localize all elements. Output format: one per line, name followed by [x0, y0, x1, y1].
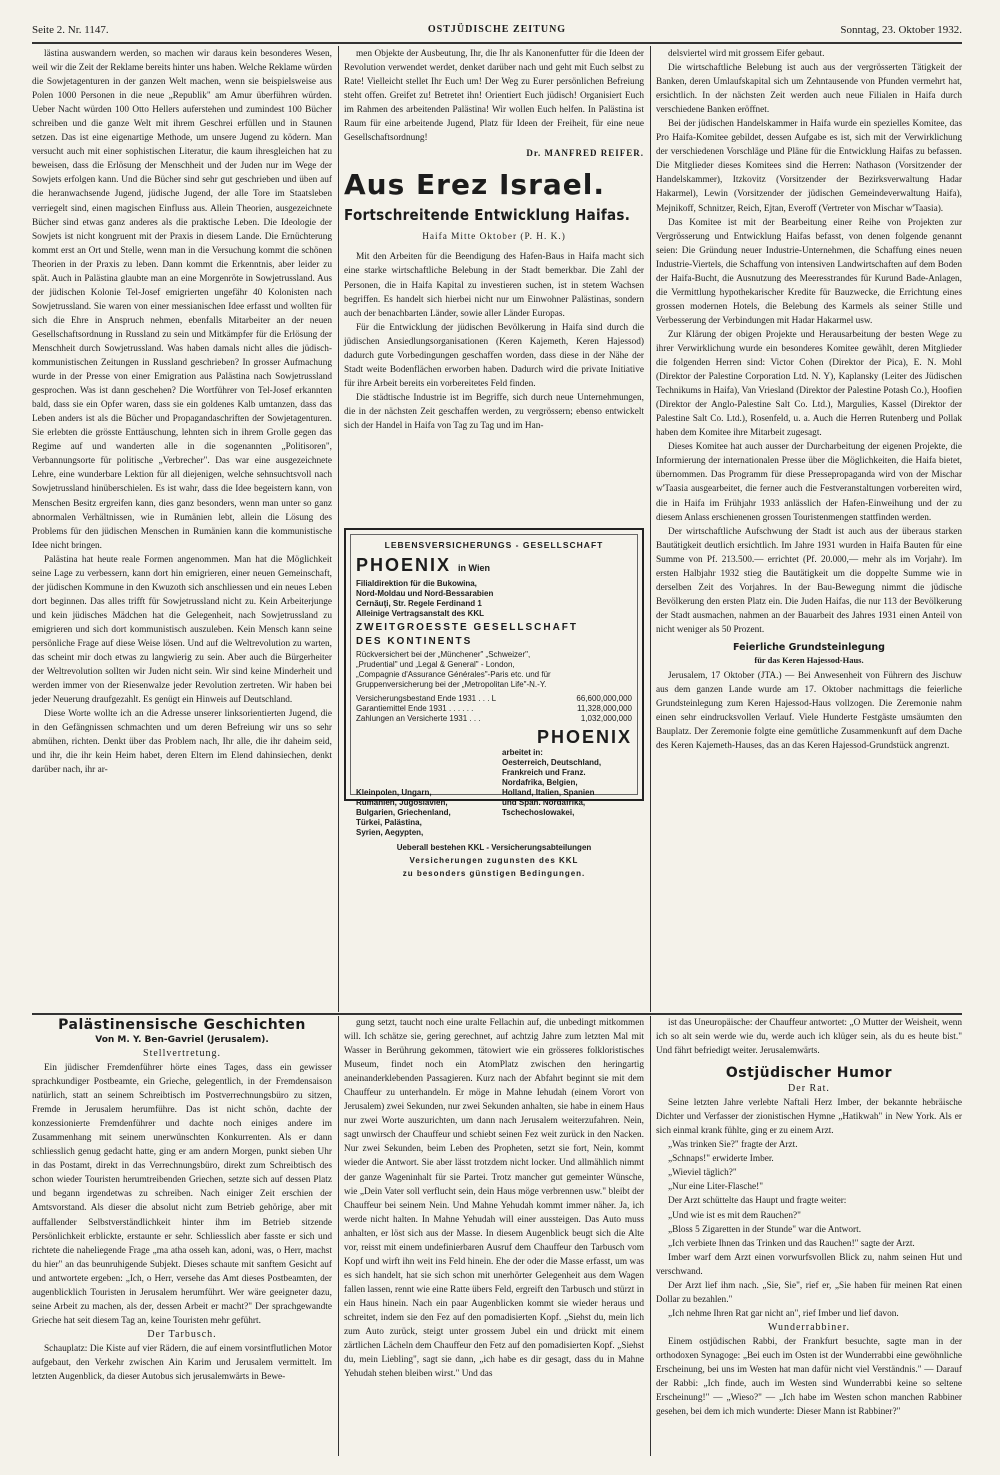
paragraph: Der Arzt lief ihm nach. „Sie, Sie", rief er, „Sie haben für meinen Rat einen Dollar zu bezahlen." [656, 1280, 962, 1305]
ad-figure-value: 11,328,000,000 [576, 704, 632, 713]
ad-branch: Alleinige Vertragsanstalt des KKL [356, 609, 485, 618]
paragraph: men Objekte der Ausbeutung, Ihr, die Ihr als Kanonenfutter für die Ideen der Revolution verwendet werdet, denket darüber nach und geht mit Euch selbst zu Rate! Vielleicht stellet Ihr Euch um! Der Weg zu Eurer persönlichen Befreiung steht offen. Greifet zu! Betretet ihn! Orientiert Euch jüdisch! Organisiert Euch im Rahmen des arbeitenden Palästina! Wir wollen Euch helfen. In Palästina ist Raum für eine arbeitende Jugend, Platz für Ideen der Freiheit, für eine neue Gesellschaftsordnung! [344, 49, 644, 144]
paragraph: „Was trinken Sie?" fragte der Arzt. [668, 1140, 798, 1151]
ad-figure-value: 1,032,000,000 [580, 714, 632, 723]
paragraph: Zur Klärung der obigen Projekte und Herausarbeitung der besten Wege zu ihrer Verwirklichung wurde ein besonderes Komitee gewählt, deren Mitglieder die folgenden Herren sind: Victor Cohen (Direktor der Pica), E. N. Mohl (Direktor der Palestine Corporation Ltd. N. Y), Kaplansky (Leiter des Jüdischen Technikums in Haifa), Van Vriesland (Direktor der Palestine Potash Co.), Hoofien (Direktor der Anglo-Palestine Salt Co. Ltd.), Margulies, Kassel (Direktor der Palestine Salt Co. Ltd.), Rosenfeld, u. a. Auch die Herren Rutenberg und Pollak haben dem Komitee ihre Mitarbeit zugesagt. [656, 329, 962, 439]
stories-column-2 [344, 1016, 644, 1458]
paragraph: delsviertel wird mit grossem Eifer gebaut. [668, 49, 825, 59]
ad-country-line: Oesterreich, Deutschland, [502, 758, 602, 767]
ad-headline: DES KONTINENTS [356, 636, 473, 647]
author-signature: Dr. MANFRED REIFER. [526, 148, 644, 159]
ad-figure-label: Garantiemittel Ende 1931 . . . . . . [356, 704, 474, 713]
ad-figure-row [356, 694, 632, 704]
ad-country-line: und Span. Nordafrika, [502, 798, 586, 807]
paragraph: „Ich nehme Ihren Rat gar nicht an", rief Imber und lief davon. [668, 1308, 899, 1319]
ad-footer: Versicherungen zugunsten des KKL [409, 856, 579, 865]
paragraph: Die wirtschaftliche Belebung ist auch aus der vergrösserten Tätigkeit der Banken, deren Umlaufskapital sich um Zehntausende von Pfunden vermehrt hat, ersichtlich. In der nächsten Zeit werden auch neue Filialen in Haifa durch verschiedene Banken eröffnet. [656, 63, 962, 116]
issue-date: Sonntag, 23. Oktober 1932. [840, 24, 962, 36]
story-title: Der Tarbusch. [147, 1328, 217, 1340]
paragraph: Einem ostjüdischen Rabbi, der Frankfurt besuchte, sagte man in der orthodoxen Synagoge: „Bei euch im Osten ist der Wunderrabbi eine gewöhnliche Erscheinung, bei uns im Westen hat man dafür nicht viel Verständnis." — Darauf der Rabbi: „Ich finde, auch im Westen sind Wunderrabbi keine so seltene Erscheinung!" — „Wieso?" — „Ich habe im Westen schon manchen Rabbiner gesehen, bei dem ich mich wunderte: Dieser Mann ist Rabbiner?" [656, 1336, 962, 1418]
article-title: Feierliche Grundsteinlegung [733, 641, 885, 653]
ad-figure-label: Versicherungsbestand Ende 1931 . . . L [356, 694, 497, 703]
paragraph: gung setzt, taucht noch eine uralte Fellachin auf, die unbedingt mitkommen will. Ich schätze sie, gering gerechnet, auf achtzig Jahre zum letzten Mal mit Wasser in Berührung gekommen, tätowiert wie ein grösseres folkloristisches Museum, findet noch ein AtomPlatz zwischen den heringartig aneinanderklebenden Passagieren. Kurz nach der Abfahrt beginnt sie mit dem Chauffeur zu unterhandeln. Er möge in Mahne Iehudah (einem Vorort von Jerusalem) zwei Sekunden, nur zwei Sekunden anhalten, sie habe in einem Haus nur zwei Worte auszurichten, um dann nach Jerusalem weiterzufahren. Nein, sagt unwirsch der Chauffeur und schiebt seinen Fez weit zurück in den Nacken. Nur zwei Sekunden, beim Leben des Propheten, setzt sie fort, Nein, kommt wieder die Antwort. Sie aber lässt trotzdem nicht locker. Und allmählich nimmt der ganze Wageninhalt für sie Partei. Trotz mancher gut gemeinter Wünsche, wie „Dein Vater soll verflucht sein, dein Haus möge verbrennen usw." bleibt der Chauffeur bei seinem Nein. Und Mahne Yehudah kommt immer näher. Ja, ich werde nicht halten. In Mahne Yehudah will einer aussteigen. Das Auto muss anhalten, er löst sich aus der Masse. In diesem Augenblick beugt sich die Alte vor, reisst mit einem undefinierbaren Ausruf dem Chauffeur den Tarbusch vom Kopf und wirft ihn weit ins Feld hinein. Ehe der oder die Masse erfasst, um was es sich handelt, hat sie sich schon mit unerhörter Gelegenheit aus dem Wagen fallen lassen, rennt wie eine Ratte übers Feld, ergreift den Tarbusch und stürzt in ein Haus hinein. Nach ein paar Augenblicken kommt sie wieder heraus und schreitet, indem sie den Fez auf den pomadisierten Kopf. „Siehst du, mein lich zum Auto zurück, steigt unter grossem Jubel ein und drückt mit einem zärtlichen Lächeln dem Chauffeur den Fetz auf den pomadisierten Kopf. „Siehst du, mein Liebling", sagt sie dann, „ich habe es dir gesagt, dass du in Mahne Yehudah stehen bleiben wirst." Und das [344, 1018, 644, 1380]
page-number: Seite 2. Nr. 1147. [32, 24, 109, 36]
dateline: Haifa Mitte Oktober (P. H. K.) [422, 232, 566, 243]
paragraph: „Ich verbiete Ihnen das Trinken und das Rauchen!" sagte der Arzt. [668, 1238, 915, 1249]
ad-reinsurance: Rückversichert bei der „Münchener" „Schweizer", [356, 650, 531, 659]
article-body [344, 47, 644, 145]
column-divider [338, 46, 339, 1012]
paragraph: Das Komitee ist mit der Bearbeitung einer Reihe von Projekten zur Vergrösserung und Entwicklung Haifas befasst, von denen folgende genannt seien: Die Gründung neuer Industrie-Unternehmen, die Schaffung eines neuen Industrie-Viertels, die Schaffung von intensiven Landwirtschaften auf dem Boden der Haifa-Bucht, die Ausnutzung des Meeresstrandes für Kurund Bade-Anlagen, die Vermittlung hypothekarischer Kredite für Bauzwecke, die Errichtung eines grossen modernen Hotels, die Belebung des Karmels als seiner Stille und Verbesserung der Verbindungen mit Hadar Hakarmel usw. [656, 217, 962, 326]
paragraph: ist das Uneuropäische: der Chauffeur antwortet: „O Mutter der Weisheit, wenn ich so alt sein werde wie du, werde auch ich klüger sein, als du es heute bist." Und fährt befriedigt weiter. Jerusalemwärts. [656, 1018, 962, 1057]
column-divider [338, 1016, 339, 1456]
ad-reinsurance: „Prudential" und „Legal & General" - London, [356, 660, 515, 669]
ad-figure-row [356, 714, 632, 724]
header-rule [32, 42, 962, 44]
article-title: Fortschreitende Entwicklung Haifas. [344, 206, 631, 225]
ad-country-line: Syrien, Aegypten, [356, 828, 424, 837]
story-body [32, 1342, 332, 1384]
ad-country-line: Holland, Italien, Spanien [502, 788, 595, 797]
ad-reinsurance: Gruppenversicherung bei der „Metropolitan Life"-N.-Y. [356, 680, 547, 689]
article-column-3 [656, 47, 962, 1013]
ad-figure-label: Zahlungen an Versicherte 1931 . . . [356, 714, 481, 723]
article-body [344, 250, 644, 433]
paragraph: Schauplatz: Die Kiste auf vier Rädern, die auf einem vorsintflutlichen Motor aufgebaut, den Verkehr zwischen Ain Karim und Jerusalem vermittelt. Im letzten Augenblick, da dieser Autobus sich jerusalemwärts in Bewe- [32, 1343, 332, 1382]
story-title: Stellvertretung. [143, 1048, 221, 1059]
page-header [32, 22, 962, 40]
section-divider [32, 1013, 962, 1015]
ad-brand-secondary: PHOENIX [536, 727, 632, 747]
ad-branch: Cernăuţi, Str. Regele Ferdinand 1 [356, 599, 482, 608]
paragraph: Der Arzt schüttelte das Haupt und fragte weiter: [668, 1196, 847, 1207]
paragraph: Ein jüdischer Fremdenführer hörte eines Tages, dass ein gewisser sprachkundiger Postbeamte, ein Grieche, gelegentlich, in der Fremdensaison natürlich, statt an seinem Schreibtisch im Postverrechnungsbüro zu sitzen, Fremde in Jerusalem herumführe. Das ist nicht schön, dachte der konzessionierte Fremdenführer und dachte noch einiges andere im Zusammenhang mit seinem unerwünschten Konkurrenten. Als er dann schliesslich genug gedacht hatte, ging er am andern Morgen, punkt sieben Uhr in das Postamt, direkt in das Verrechnungsbüro, direkt zum Schreibtisch des schon wieder Touristen herumtreibenden Griechen, setzte sich auf dessen Platz und begann irgendetwas zu schreiben. Nach einiger Zeit erschien der Amtsvorstand. Als dieser die absolut nicht zum Betrieb gehörige, aber mit auffallender Selbstverständlichkeit hinter ihm im Betrieb sitzende Persönlichkeit erblickte, erstaunte er sehr. Schliesslich aber fasste er sich und richtete die naheliegende Frage „ma atha osseh kan, adoni, was, o Herr, machst du hier" an das beunruhigende Subjekt. Dieses schaute mit sanftem Gesicht auf und antwortete ergeben: „Ich, o Herr, versehe das Amt dieses Postbeamten, der augenblicklich Touristen in Jerusalem herumführt. Wer wäre geeigneter dazu, seine Arbeit zu machen, als der, dessen Arbeit er macht?" Der sprachgewandte Grieche hat seit diesem Tag an, keine Touristen mehr geführt. [32, 1063, 332, 1326]
article-column-2 [344, 47, 644, 525]
story-body [344, 1016, 644, 1381]
paragraph: „Wieviel täglich?" [668, 1168, 737, 1179]
paragraph: „Und wie ist es mit dem Rauchen?" [668, 1210, 801, 1221]
ad-country-line: Nordafrika, Belgien, [502, 778, 578, 787]
paragraph: Jerusalem, 17 Oktober (JTA.) — Bei Anwesenheit von Führern des Jischuw aus dem ganzen Lande wurde am 17. Oktober nachmittags die feierliche Grundsteinlegung zum Keren Hajessod-Haus vollzogen. Die Zeremonie nahm einen sehr eindrucksvollen Verlauf. Viele Hunderte Festgäste umsäumten den Bauplatz. Der Zeremonie folgte eine gemütliche Zusammenkunft auf dem Dache des Keren Kajemeth-Hauses, das an das Keren Hajessod-Grundstück angrenzt. [656, 670, 962, 752]
phoenix-advertisement [344, 528, 644, 878]
story-title: Der Rat. [788, 1083, 830, 1095]
ad-works-label: arbeitet in: [502, 748, 543, 757]
article-subtitle: für das Keren Hajessod-Haus. [754, 654, 864, 665]
article-body [32, 47, 332, 777]
ad-company: LEBENSVERSICHERUNGS - GESELLSCHAFT [384, 540, 604, 550]
section-title: Palästinensische Geschichten [58, 1017, 306, 1033]
article-body [656, 47, 962, 637]
paragraph: „Nur eine Liter-Flasche!" [668, 1182, 763, 1193]
paragraph: „Schnaps!" erwiderte Imber. [668, 1154, 774, 1165]
column-divider [650, 1016, 651, 1456]
ad-country-line: Bulgarien, Griechenland, [356, 808, 451, 817]
ad-countries [356, 748, 632, 838]
article-column-1 [32, 47, 332, 1013]
paragraph: Diese Worte wollte ich an die Adresse unserer linksorientierten Jugend, die in den Gefängnissen schmachten und um deren Befreiung wir uns so sehr abmühen, richten. Denkt über das Problem nach, Ihr alle, die ihr daheim seid, und ihr, die ihr kein Heim habet, deren Eltern im Elend dahinsiechen, denkt darüber nach, ihr ar- [32, 709, 332, 776]
ad-country-line: Kleinpolen, Ungarn, [356, 788, 432, 797]
ad-footer: Ueberall bestehen KKL - Versicherungsabteilungen [396, 843, 592, 852]
ad-countries-left [356, 748, 486, 838]
ad-country-line: Frankreich und Franz. [502, 768, 586, 777]
stories-column-3 [656, 1016, 962, 1458]
paragraph: „Bloss 5 Zigaretten in der Stunde" war die Antwort. [668, 1224, 862, 1235]
story-title: Wunderrabbiner. [767, 1321, 851, 1333]
ad-footer: zu besonders günstigen Bedingungen. [402, 869, 586, 878]
ad-branch: Filialdirektion für die Bukowina, [356, 579, 477, 588]
story-body [656, 1016, 962, 1058]
article-author: Von M. Y. Ben-Gavriel (Jerusalem). [95, 1035, 269, 1045]
ad-brand-name: PHOENIX [356, 555, 452, 575]
paragraph: lästina auswandern werden, so machen wir daraus kein besonderes Wesen, weil wir die Zeit der Reklame bereits hinter uns haben. Welche Reklame würden die Sowjetagenturen in der ganzen Welt machen, wenn sie beispielsweise aus Polen 1000 Personen in die neue „Republik" am Amur überführen würden. Ueber Nacht würden 100 Otto Hellers auferstehen und zumindest 100 Bücher schreiben und die ganze Welt mit ihrem Geschrei erfüllen und in Staunen setzen. Das ist eine eigenartige Methode, um unsere Jugend zu ködern. Man versucht auch mit einer sophistischen Literatur, die kaum ihresgleichen hat zu beweisen, dass die Erlösung der Menschheit und der Juden nur im Wege der Sowjets erfolgen kann. Und die Bücher sind sehr gut geschrieben und üben auf die heranwachsende Jugend, jüdische Jugend, der alle Tore im Staatsleben verriegelt sind, einen magischen Einfluss aus. Allein Theorien, ausgezeichnete Bücher sind etwas ganz anderes als die praktische Leben. Die Ideologie der Sowjets ist nicht kongruent mit der Praxis in diesem Lande. Die Ernüchterung kommt erst an Ort und Stelle, wenn man in die Versuchung kommt die schönen Theorien in der Praxis zu leben. Dann kommt die Erkenntnis, aber leider zu spät. Auch in Palästina glaubte man an eine Morgenröte in Sowjetrussland. Aus der jüdischen Kolonie Tel-Josef emigrierten ungefähr 40 Kolonisten nach Sowjetrussland. Sie waren von einer messianischen Idee erfasst und wollten für sich die Ehre in Anspruch nehmen, ebenfalls Mitarbeiter an der neuen Gesellschaftsordnung in Russland zu sein und Mitkämpfer für die Erlösung der Menschheit durch Sowjetrussland. Was haben damals nicht alles die jüdisch-kommunistischen Zeitungen in Russland geschrieben? In grosser Aufmachung wurde in der Presse von einer Emigration aus Palästina nach Sowjetrussland gesprochen. Was ist dann geschehen? Die Wortführer von Tel-Josef erkannten bald, dass sie ein Opfer waren, dass sie ein goldenes Kalb umtanzen, dass das Leben anders ist als die Bücher und Propagandaschriften der Sowjetagenturen. Sie erlebten die grösste Enttäuschung, lehnten sich in ihrem Grolle gegen das Regime auf und wanderten alle in die sogenannten „Politisoren", Verbannungsorte für politische „Verbrecher". Das war eine ausgezeichnete Lehre, eine wunderbare Lektion für all diejenigen, welche sehnsuchtsvoll nach Sowjetrussland hinüberschielen. Es ist wahr, dass die Idee begeistern kann, von Menschen Besitz ergreifen kann, dies ganz besonders, wenn man unter so ganz abnormalen Verhältnissen, wie in Rumänien lebt, allein die Lösung des Problems für den jüdischen Menschen in Rumänien kann die kommunistische Idee nicht bringen. [32, 49, 332, 551]
story-body [656, 1335, 962, 1419]
paragraph: Bei der jüdischen Handelskammer in Haifa wurde ein spezielles Komitee, das Pro Haifa-Komitee gebildet, dessen Aufgabe es ist, sich mit der Verwirklichung der verschiedenen Vorschläge und Pläne für die Entwicklung Haifas zu befassen. Die Mitglieder dieses Komitees sind die Herren: Nathason (Vorsitzender der Handelskammer), Itzkovitz (Vorsitzender der Bezirksverwaltung Hadar Hakarmel), Lewin (Vorsitzender der jüdischen Gemeindeverwaltung Haifa), Mejnikoff, Schnitzer, Reich, Ejtan, Everoff (Vertreter von Mischar w'Taasia). [656, 119, 962, 214]
ad-country-line: Rumänien, Jugoslavien, [356, 798, 448, 807]
section-title: Ostjüdischer Humor [725, 1065, 893, 1082]
ad-countries-right [502, 748, 632, 838]
ad-figure-value: 66,600,000,000 [576, 694, 632, 703]
ad-figure-row [356, 704, 632, 714]
paragraph: Dieses Komitee hat auch ausser der Durcharbeitung der eigenen Projekte, die Informierung der internationalen Presse über die Möglichkeiten, die Haifa bietet, übernommen. Das Programm für diese Pressepropaganda wird von der Mischar w'Taasia ausgearbeitet, die ferner auch die Festveranstaltungen vorbereiten wird, die in Haifa im Frühjahr 1933 anlässlich der Hafen-Einweihung und der zu diesem Anlass erschienenen grossen Touristenmengen stattfinden werden. [656, 442, 962, 523]
column-divider [650, 46, 651, 1012]
paragraph: Palästina hat heute reale Formen angenommen. Man hat die Möglichkeit seine Lage zu verbessern, kann dort hin emigrieren, einer neuen Gemeinschaft, der jüdischen Kommune in den Kwuzoth sich anschliessen und ein neues Leben dort beginnen. Das alles trifft für Sowjetrussland nicht zu. Kein Arbeiterjunge und kein jüdisches Mädchen hat die Gelegenheit, nach Sowjetrussland zu emigrieren und sich dort kommunistisch auszuleben. Kein Mensch kann seine persönliche Frage auf diese Weise lösen. Und auf die Weltrevolution zu warten, das scheint mir doch etwas zu langwierig zu sein. Aber auch die Bürgerheiter der Weltrevolution sollten wir Juden nicht sein. Wir sind keine Minderheit und werden immer von der Riesenwalze jeder Revolution zertreten. Wir haben bei jeder Neuerung draufgezahlt. Es genügt ein Hinweis auf Deutschland. [32, 554, 332, 706]
paragraph: Die städtische Industrie ist im Begriffe, sich durch neue Unternehmungen, die in der nächsten Zeit geschaffen werden, zu vergrössern; ebenso entwickelt sich der Handel in Haifa von Tag zu Tag und im Han- [344, 392, 644, 431]
paragraph: Der wirtschaftliche Aufschwung der Stadt ist auch aus der überaus starken Bautätigkeit deutlich ersichtlich. Im Jahre 1931 wurden in Haifa Bauten für eine Summe von Pf. 213.500.— errichtet (Pf. 20.000,— mehr als im Vorjahr). Im ersten Halbjahr 1932 stieg die Bautätigkeit um die doppelte Summe wie in derselben Zeit des Vorjahres. In der Bau-Bewegung nimmt die jüdische Bevölkerung den ersten Platz ein. Die Juden Haifas, die nur 113 der Bevölkerung der Stadt ausmachen, nahmen an der Bauarbeit des Jahres 1931 einen Anteil von nicht weniger als 50 Prozent. [656, 526, 962, 635]
ad-country-line: Tschechoslowakei, [502, 808, 575, 817]
story-body [32, 1061, 332, 1328]
paragraph: Für die Entwicklung der jüdischen Bevölkerung in Haifa sind durch die jüdischen Ansiedlungsorganisationen (Keren Kajemeth, Keren Hajessod) dadurch gute Vorbedingungen geschaffen worden, dass diese in der Nähe der Stadt weite Bodenflächen erworben haben. Dadurch wird die private Initiative für ihre Arbeit bereits ein vorbereitetes Feld finden. [344, 322, 644, 389]
paragraph: Seine letzten Jahre verlebte Naftali Herz Imber, der bekannte hebräische Dichter und Verfasser der zionistischen Hymne „Hatikwah" in New York. Als er sich einmal krank fühlte, ging er zu einem Arzt. [656, 1098, 962, 1137]
story-body [656, 1096, 962, 1321]
section-title: Aus Erez Israel. [344, 168, 605, 202]
paragraph: Mit den Arbeiten für die Beendigung des Hafen-Baus in Haifa macht sich eine starke wirtschaftliche Belebung in der Stadt bemerkbar. Die Zahl der Personen, die in Haifa Kapital zu investieren suchen, ist in stetem Wachsen begriffen. Es handelt sich hierbei nicht nur um Einwohner Palästinas, sondern auch der benachbarten Länder, sowie aller Länder Europas. [344, 252, 644, 319]
ad-brand-city: in Wien [458, 563, 490, 573]
paragraph: Imber warf dem Arzt einen vorwurfsvollen Blick zu, nahm seinen Hut und verschwand. [656, 1252, 962, 1277]
stories-column-1 [32, 1016, 332, 1458]
masthead: OSTJÜDISCHE ZEITUNG [427, 24, 567, 35]
ad-branch: Nord-Moldau und Nord-Bessarabien [356, 589, 494, 598]
ad-reinsurance: „Compagnie d'Assurance Générales"-Paris etc. und für [356, 670, 551, 679]
ad-headline: ZWEITGROESSTE GESELLSCHAFT [356, 622, 579, 633]
ad-brand [356, 554, 632, 579]
article-body [656, 669, 962, 753]
ad-country-line: Türkei, Palästina, [356, 818, 422, 827]
